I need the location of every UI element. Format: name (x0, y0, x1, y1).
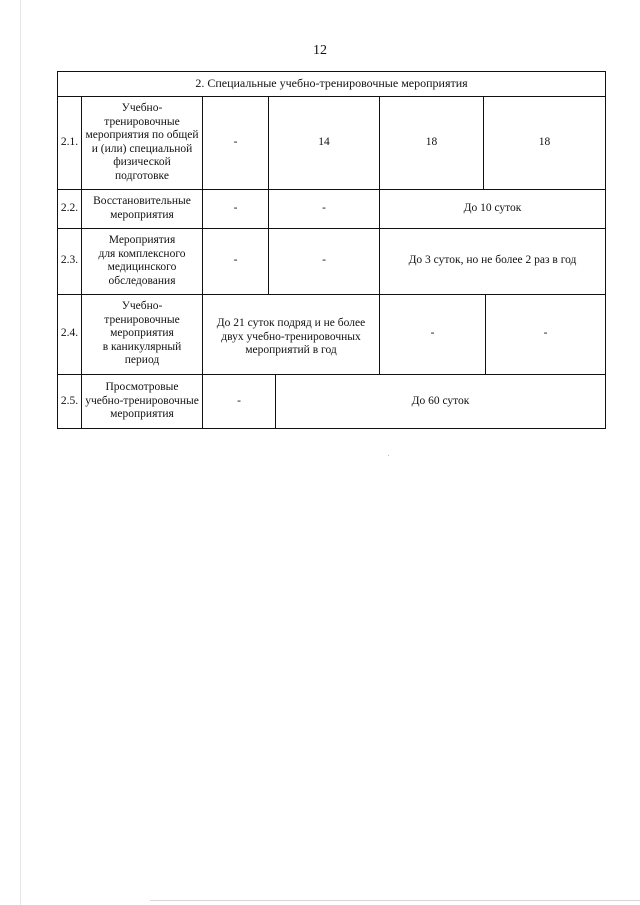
value-cell: До 10 суток (463, 201, 522, 214)
value-cell: 14 (318, 135, 330, 148)
value-cell: - (237, 394, 241, 407)
value-cell: До 21 суток подряд и не более двух учебно-тренировочных мероприятий в год (216, 317, 366, 356)
scan-edge (20, 0, 21, 905)
value-cell: 18 (538, 135, 551, 148)
value-cell: До 3 суток, но не более 2 раз в год (408, 254, 577, 267)
value-cell: - (233, 135, 238, 148)
event-name: Учебно- тренировочные мероприятия по общей и (или) специальной физической подготовке (85, 102, 199, 182)
value-cell: - (322, 201, 326, 214)
row-number: 2.4. (60, 327, 79, 340)
scan-edge (150, 900, 640, 901)
value-cell: 18 (425, 135, 438, 148)
row-number: 2.2. (60, 201, 79, 214)
row-number: 2.1. (60, 135, 79, 148)
event-name: Восстановительные мероприятия (93, 195, 191, 221)
row-number: 2.5. (60, 394, 79, 407)
event-name: Мероприятия для комплексного медицинского обследования (98, 234, 186, 287)
row-number: 2.3. (60, 254, 79, 267)
section-title: 2. Специальные учебно-тренировочные мероприятия (195, 76, 468, 91)
value-cell: - (430, 327, 435, 340)
value-cell: До 60 суток (411, 394, 470, 407)
value-cell: - (322, 254, 326, 267)
value-cell: - (233, 254, 238, 267)
training-events-table (57, 71, 606, 429)
value-cell: - (543, 327, 548, 340)
scan-speck (388, 455, 389, 456)
page-number: 12 (313, 43, 327, 58)
event-name: Просмотровые учебно-тренировочные мероприятия (85, 381, 199, 421)
event-name: Учебно- тренировочные мероприятия в каникулярный период (102, 300, 182, 367)
value-cell: - (233, 201, 238, 214)
